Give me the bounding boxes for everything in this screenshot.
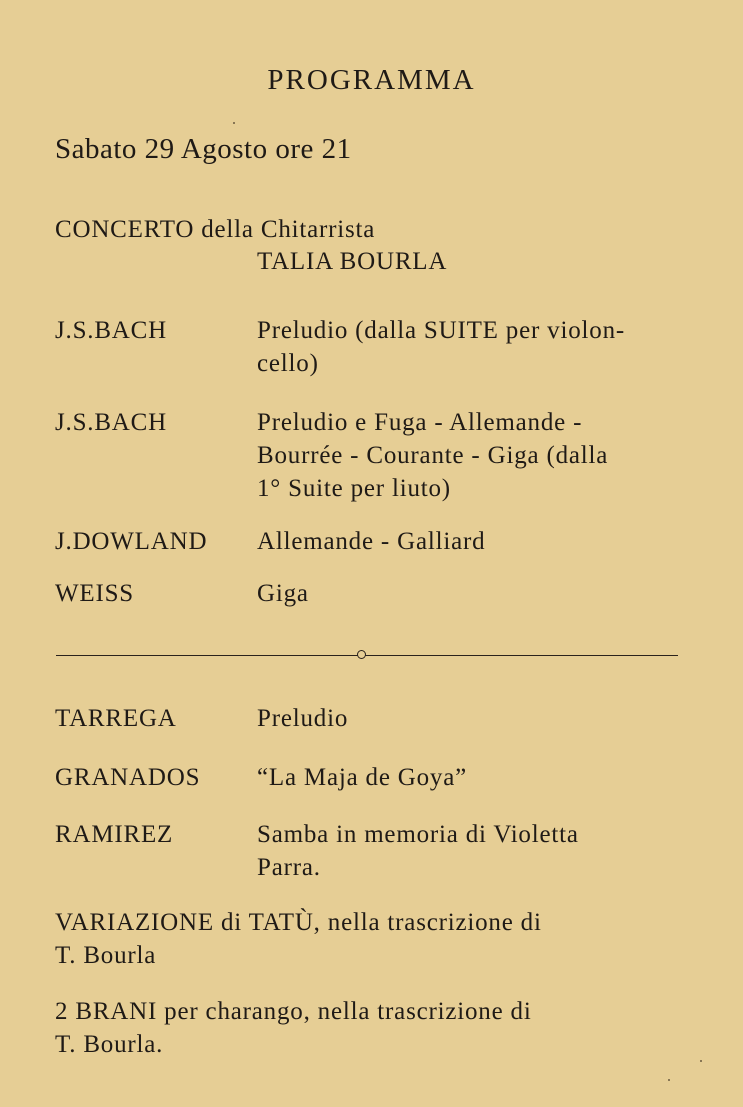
- closing-1-line-2: T. Bourla: [55, 942, 157, 969]
- concert-label: CONCERTO della Chitarrista: [55, 216, 376, 243]
- paper-speck: [668, 1079, 670, 1081]
- composer-ramirez: RAMIREZ: [55, 821, 174, 848]
- composer-bach-1: J.S.BACH: [55, 317, 167, 344]
- composer-tarrega: TARREGA: [55, 705, 177, 732]
- work-bach-1-line-1: Preludio (dalla SUITE per violon-: [257, 317, 625, 344]
- work-ramirez-line-2: Parra.: [257, 854, 321, 881]
- work-granados: “La Maja de Goya”: [257, 764, 468, 791]
- work-dowland: Allemande - Galliard: [257, 528, 486, 555]
- divider-ornament: [357, 650, 366, 659]
- closing-1-line-1: VARIAZIONE di TATÙ, nella trascrizione di: [55, 909, 542, 936]
- date-line: Sabato 29 Agosto ore 21: [55, 133, 352, 165]
- work-bach-2-line-3: 1° Suite per liuto): [257, 475, 451, 502]
- composer-granados: GRANADOS: [55, 764, 201, 791]
- work-ramirez-line-1: Samba in memoria di Violetta: [257, 821, 579, 848]
- work-bach-2-line-2: Bourrée - Courante - Giga (dalla: [257, 442, 609, 469]
- performer-name: TALIA BOURLA: [257, 248, 448, 275]
- program-title: PROGRAMMA: [267, 64, 476, 96]
- closing-2-line-2: T. Bourla.: [55, 1031, 164, 1058]
- work-tarrega: Preludio: [257, 705, 349, 732]
- work-weiss: Giga: [257, 580, 309, 607]
- composer-weiss: WEISS: [55, 580, 134, 607]
- paper-speck: [700, 1060, 702, 1062]
- closing-2-line-1: 2 BRANI per charango, nella trascrizione di: [55, 998, 532, 1025]
- work-bach-1-line-2: cello): [257, 350, 319, 377]
- work-bach-2-line-1: Preludio e Fuga - Allemande -: [257, 409, 583, 436]
- composer-dowland: J.DOWLAND: [55, 528, 208, 555]
- paper-speck: [233, 122, 235, 124]
- composer-bach-2: J.S.BACH: [55, 409, 167, 436]
- section-divider: [56, 655, 678, 656]
